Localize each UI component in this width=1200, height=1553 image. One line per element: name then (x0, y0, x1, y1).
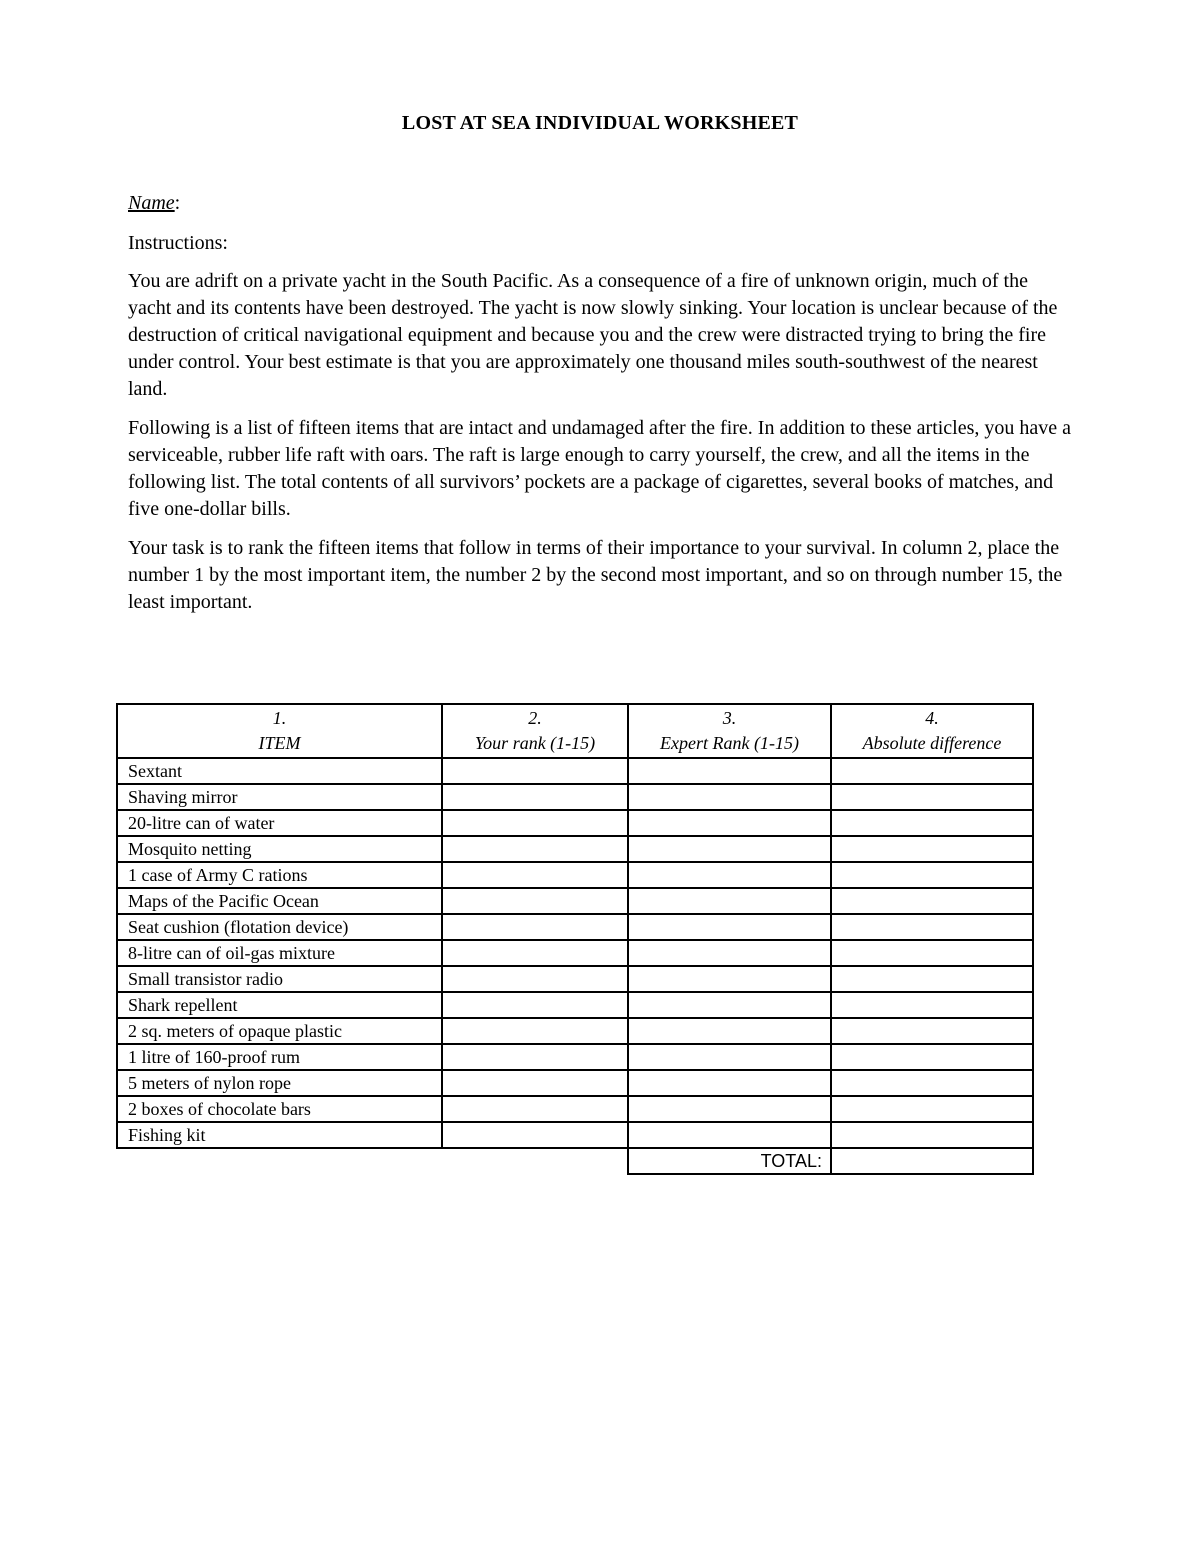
header-label: ITEM (258, 733, 301, 753)
expert-rank-cell[interactable] (628, 888, 831, 914)
table-row (117, 1122, 1033, 1148)
table-header-row (117, 704, 1033, 758)
your-rank-cell[interactable] (442, 1122, 628, 1148)
total-row (117, 1148, 1033, 1174)
item-name-cell: 1 litre of 160-proof rum (117, 1044, 442, 1070)
absolute-difference-cell[interactable] (831, 1096, 1033, 1122)
name-colon: : (174, 192, 181, 214)
total-value-cell[interactable] (831, 1148, 1033, 1174)
item-name-cell: Shaving mirror (117, 784, 442, 810)
expert-rank-cell[interactable] (628, 1070, 831, 1096)
expert-rank-cell[interactable] (628, 836, 831, 862)
expert-rank-cell[interactable] (628, 784, 831, 810)
blank-cell (117, 1148, 442, 1174)
table-row (117, 940, 1033, 966)
item-name-cell: Small transistor radio (117, 966, 442, 992)
item-name-cell: 2 boxes of chocolate bars (117, 1096, 442, 1122)
instructions-paragraph-2 (128, 415, 1076, 523)
paragraph-text: You are adrift on a private yacht in the South Pacific. As a consequence of a fire of unknown origin, much of the yacht and its contents have been destroyed. The yacht is now slowly sinking. Your location is unclear because of the destruction of critical navigational equipment and because you and the crew were distracted trying to bring the fire under control. Your best estimate is that you are approximately one thousand miles south-southwest of the nearest land. (128, 270, 1058, 400)
header-absolute-difference (831, 704, 1033, 758)
absolute-difference-cell[interactable] (831, 862, 1033, 888)
your-rank-cell[interactable] (442, 758, 628, 784)
instructions-paragraph-1 (128, 268, 1076, 403)
table-row (117, 810, 1033, 836)
table-row (117, 888, 1033, 914)
name-label: Name (128, 192, 175, 214)
your-rank-cell[interactable] (442, 784, 628, 810)
header-label: Expert Rank (1-15) (660, 733, 799, 753)
absolute-difference-cell[interactable] (831, 758, 1033, 784)
table-row (117, 914, 1033, 940)
your-rank-cell[interactable] (442, 940, 628, 966)
your-rank-cell[interactable] (442, 1070, 628, 1096)
your-rank-cell[interactable] (442, 862, 628, 888)
item-name-cell: Shark repellent (117, 992, 442, 1018)
header-expert-rank (628, 704, 831, 758)
expert-rank-cell[interactable] (628, 1096, 831, 1122)
your-rank-cell[interactable] (442, 992, 628, 1018)
item-name-cell: Maps of the Pacific Ocean (117, 888, 442, 914)
item-name-cell: 20-litre can of water (117, 810, 442, 836)
paragraph-text: Your task is to rank the fifteen items that follow in terms of their importance to your survival. In column 2, place the number 1 by the most important item, the number 2 by the second most important, and so on through number 15, the least important. (128, 537, 1063, 613)
page-title: LOST AT SEA INDIVIDUAL WORKSHEET (401, 112, 799, 134)
absolute-difference-cell[interactable] (831, 992, 1033, 1018)
header-number: 2. (528, 708, 542, 728)
expert-rank-cell[interactable] (628, 940, 831, 966)
item-name-cell: Sextant (117, 758, 442, 784)
absolute-difference-cell[interactable] (831, 940, 1033, 966)
absolute-difference-cell[interactable] (831, 810, 1033, 836)
absolute-difference-cell[interactable] (831, 1122, 1033, 1148)
your-rank-cell[interactable] (442, 914, 628, 940)
expert-rank-cell[interactable] (628, 1018, 831, 1044)
expert-rank-cell[interactable] (628, 914, 831, 940)
name-line (128, 190, 1076, 217)
item-name-cell: Fishing kit (117, 1122, 442, 1148)
table-row (117, 758, 1033, 784)
absolute-difference-cell[interactable] (831, 1070, 1033, 1096)
item-name-cell: Mosquito netting (117, 836, 442, 862)
header-label: Your rank (1-15) (474, 733, 596, 753)
table-row (117, 1070, 1033, 1096)
table-row (117, 966, 1033, 992)
header-item (117, 704, 442, 758)
absolute-difference-cell[interactable] (831, 836, 1033, 862)
your-rank-cell[interactable] (442, 888, 628, 914)
header-number: 4. (925, 708, 939, 728)
absolute-difference-cell[interactable] (831, 914, 1033, 940)
your-rank-cell[interactable] (442, 1044, 628, 1070)
your-rank-cell[interactable] (442, 1096, 628, 1122)
item-name-cell: 1 case of Army C rations (117, 862, 442, 888)
your-rank-cell[interactable] (442, 966, 628, 992)
absolute-difference-cell[interactable] (831, 888, 1033, 914)
ranking-table (116, 703, 1034, 1175)
item-name-cell: 5 meters of nylon rope (117, 1070, 442, 1096)
your-rank-cell[interactable] (442, 1018, 628, 1044)
instructions-label: Instructions: (128, 232, 228, 254)
table-row (117, 1018, 1033, 1044)
expert-rank-cell[interactable] (628, 992, 831, 1018)
your-rank-cell[interactable] (442, 810, 628, 836)
total-label: TOTAL: (628, 1148, 831, 1174)
table-row (117, 1096, 1033, 1122)
table-row (117, 992, 1033, 1018)
absolute-difference-cell[interactable] (831, 1018, 1033, 1044)
instructions-paragraph-3 (128, 535, 1076, 616)
absolute-difference-cell[interactable] (831, 966, 1033, 992)
expert-rank-cell[interactable] (628, 862, 831, 888)
table-row (117, 862, 1033, 888)
your-rank-cell[interactable] (442, 836, 628, 862)
item-name-cell: Seat cushion (flotation device) (117, 914, 442, 940)
absolute-difference-cell[interactable] (831, 784, 1033, 810)
header-number: 3. (722, 708, 737, 728)
header-your-rank (442, 704, 628, 758)
table-row (117, 836, 1033, 862)
expert-rank-cell[interactable] (628, 966, 831, 992)
item-name-cell: 8-litre can of oil-gas mixture (117, 940, 442, 966)
expert-rank-cell[interactable] (628, 758, 831, 784)
expert-rank-cell[interactable] (628, 810, 831, 836)
table-row (117, 784, 1033, 810)
blank-cell (442, 1148, 628, 1174)
expert-rank-cell[interactable] (628, 1122, 831, 1148)
paragraph-text: Following is a list of fifteen items that are intact and undamaged after the fire. In addition to these articles, you have a serviceable, rubber life raft with oars. The raft is large enough to carry yourself, the crew, and all the items in the following list. The total contents of all survivors’ pockets are a package of cigarettes, several books of matches, and five one-dollar bills. (128, 417, 1072, 520)
table-row (117, 1044, 1033, 1070)
header-label: Absolute difference (862, 733, 1002, 753)
absolute-difference-cell[interactable] (831, 1044, 1033, 1070)
item-name-cell: 2 sq. meters of opaque plastic (117, 1018, 442, 1044)
expert-rank-cell[interactable] (628, 1044, 831, 1070)
header-number: 1. (272, 708, 287, 728)
